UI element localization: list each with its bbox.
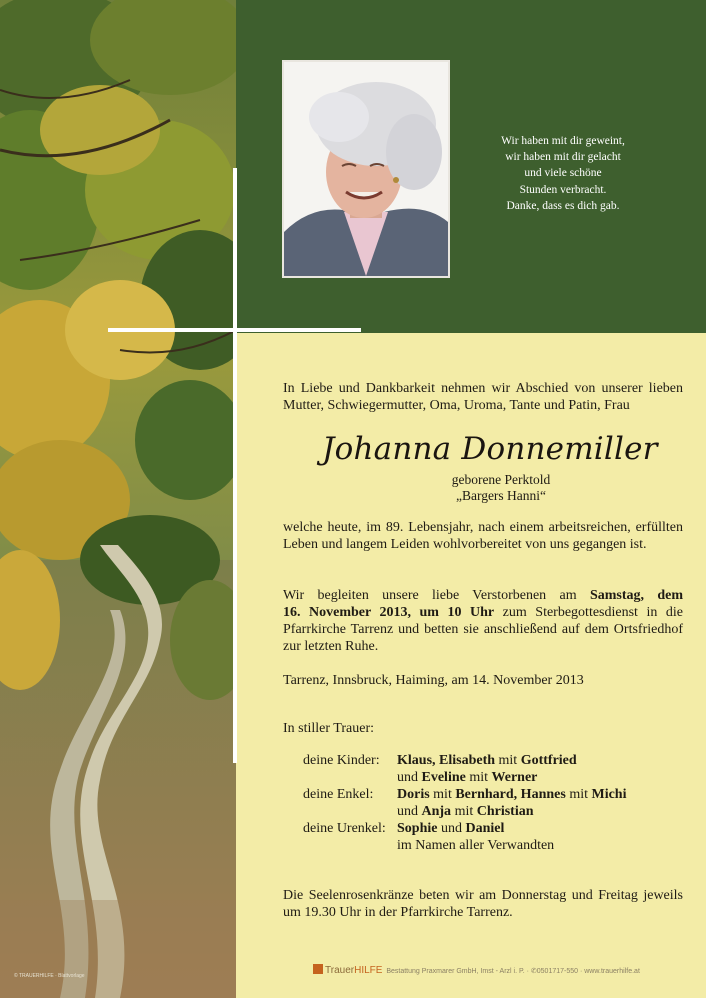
funeral-date-bold: 16. November 2013, um 10 Uhr (283, 605, 495, 620)
children-label: deine Kinder: (303, 753, 380, 768)
mourner-name: Anja (421, 804, 452, 819)
grandchildren-names (397, 804, 534, 820)
children-names (397, 753, 577, 769)
connector-text: mit (495, 753, 521, 768)
funeral-date-bold: Samstag, dem (589, 588, 683, 603)
mourner-name: Gottfried (520, 753, 577, 768)
passing-line: welche heute, im 89. Lebensjahr, nach einem arbeitsreichen, erfüllten (283, 520, 683, 535)
footer (313, 964, 640, 976)
children-names (397, 770, 537, 786)
connector-text: und (397, 770, 422, 785)
quote-line: Stunden verbracht. (519, 183, 607, 196)
passing-text (283, 519, 683, 553)
cross-horizontal-bar (108, 328, 361, 332)
connector-text: mit (451, 804, 477, 819)
trauerhilfe-logo-icon (313, 964, 323, 974)
cross-vertical-bar (233, 168, 237, 763)
maiden-name: geborene Perktold (451, 472, 551, 487)
quote-line: wir haben mit dir gelacht (505, 151, 621, 164)
brand-part: HILFE (354, 965, 383, 976)
mourner-name: Sophie (397, 821, 438, 836)
funeral-text-part: zum Sterbegottesdienst in die (494, 605, 683, 620)
image-credit: © TRAUERHILFE · Blattvorlage (14, 973, 85, 979)
place-date: Tarrenz, Innsbruck, Haiming, am 14. November 2013 (283, 673, 584, 688)
mourner-name: Klaus, Elisabeth (397, 753, 496, 768)
mourner-name: Christian (476, 804, 534, 819)
grandchildren-label: deine Enkel: (303, 787, 374, 802)
connector-text: mit (565, 787, 592, 802)
rosary-text (283, 887, 683, 921)
portrait-photo (282, 60, 450, 278)
funeral-line (283, 604, 683, 621)
relatives-line: im Namen aller Verwandten (397, 838, 555, 853)
funeral-line: zur letzten Ruhe. (283, 639, 379, 654)
connector-text: mit (429, 787, 456, 802)
footer-text: Bestattung Praxmarer GmbH, Imst - Arzl i. P. · ✆0501717-550 · www.trauerhilfe.at (386, 968, 640, 975)
quote-line: Danke, dass es dich gab. (506, 199, 620, 212)
connector-text: mit (465, 770, 492, 785)
funeral-line (283, 587, 683, 604)
funeral-text (283, 587, 683, 655)
mourning-heading: In stiller Trauer: (283, 721, 374, 736)
mourner-name: Werner (491, 770, 538, 785)
mourner-name: Daniel (465, 821, 505, 836)
intro-line: In Liebe und Dankbarkeit nehmen wir Abschied von unserer lieben (283, 381, 683, 396)
forest-path-photo (0, 0, 236, 998)
mourner-name: Eveline (421, 770, 466, 785)
grandchildren-names (397, 787, 626, 803)
connector-text: und (437, 821, 466, 836)
quote-line: und viele schöne (524, 167, 602, 180)
funeral-line: Pfarrkirche Tarrenz und betten sie anschließend auf dem Ortsfriedhof (283, 622, 683, 637)
footer-brand (325, 965, 382, 976)
connector-text: und (397, 804, 422, 819)
nickname: „Bargers Hanni“ (455, 488, 547, 503)
brand-part: Trauer (325, 965, 355, 976)
rosary-line: um 19.30 Uhr in der Pfarrkirche Tarrenz. (283, 905, 513, 920)
funeral-text-part: Wir begleiten unsere liebe Verstorbenen am (283, 588, 590, 603)
great-grandchildren-names (397, 821, 504, 837)
deceased-name: Johanna Donnemiller (322, 431, 658, 467)
intro-line: Mutter, Schwiegermutter, Oma, Uroma, Tante und Patin, Frau (283, 398, 630, 413)
mourner-name: Bernhard, Hannes (455, 787, 566, 802)
rosary-line: Die Seelenrosenkränze beten wir am Donnerstag und Freitag jeweils (283, 888, 683, 903)
mourner-name: Doris (397, 787, 430, 802)
great-grandchildren-label: deine Urenkel: (303, 821, 386, 836)
intro-text (283, 380, 683, 414)
quote-line: Wir haben mit dir geweint, (501, 135, 625, 147)
mourner-name: Michi (591, 787, 627, 802)
passing-line: Leben und langem Leiden wohlvorbereitet von uns gegangen ist. (283, 537, 647, 552)
memorial-quote (468, 133, 658, 214)
